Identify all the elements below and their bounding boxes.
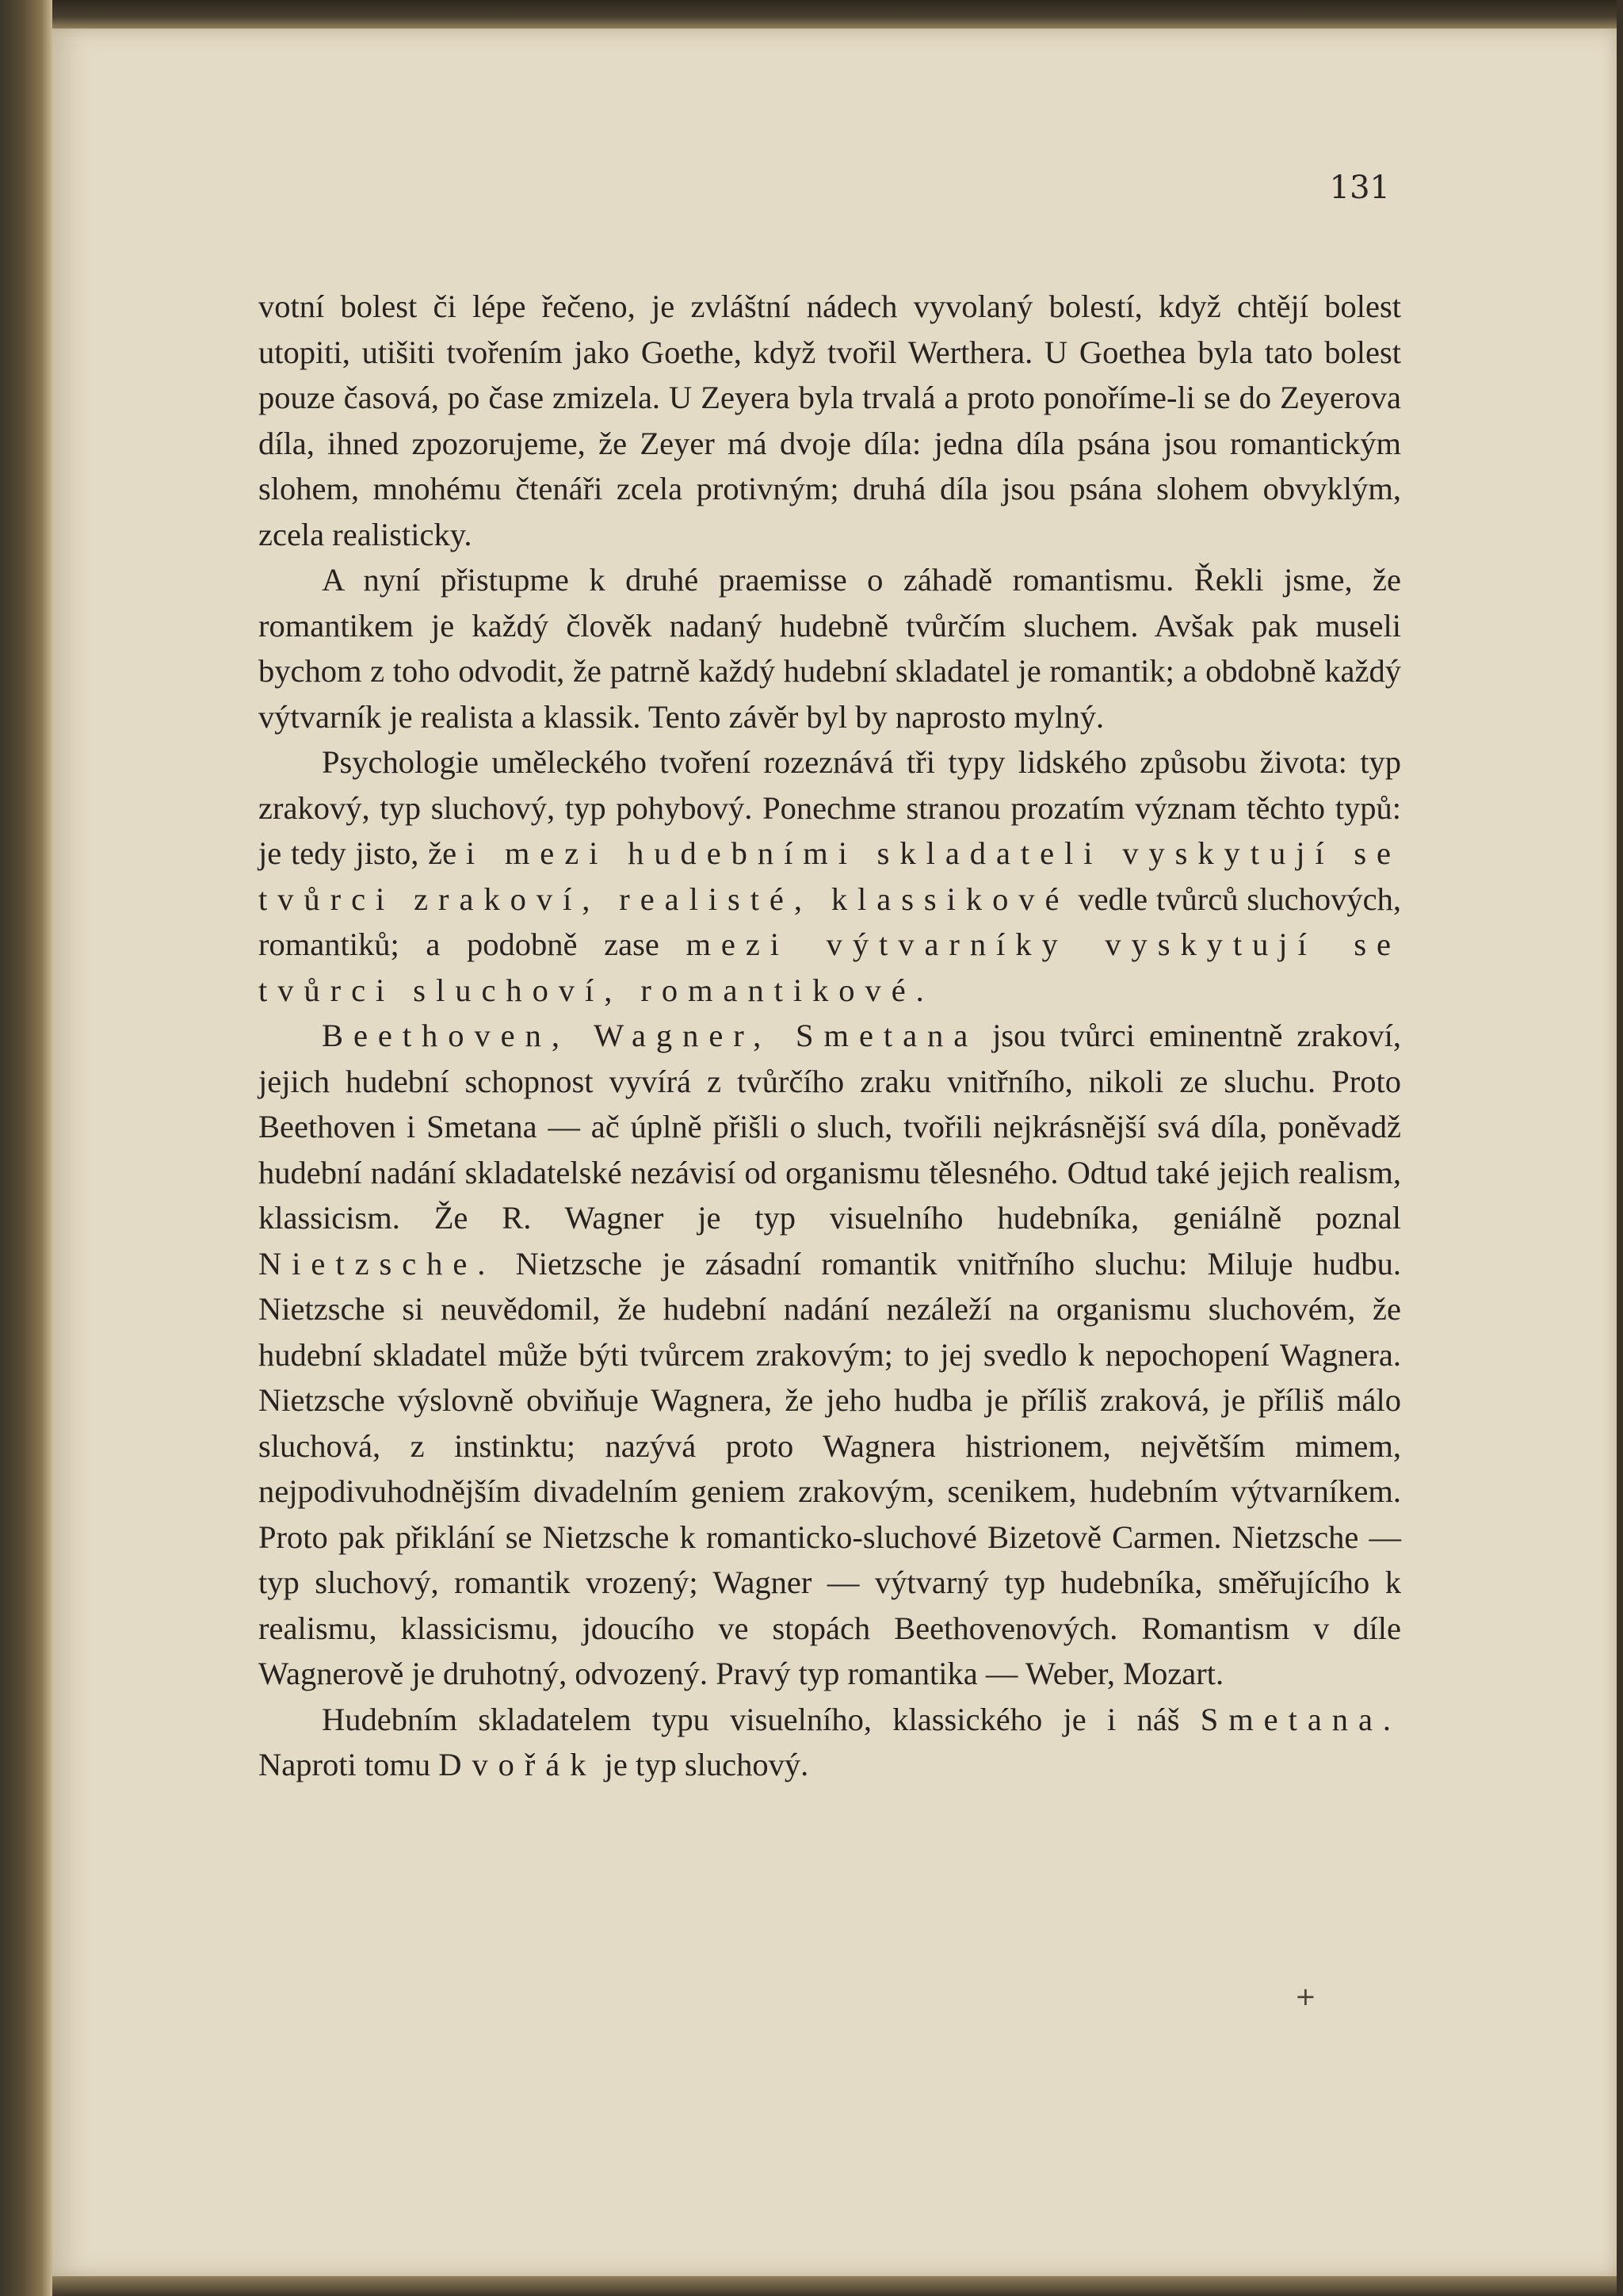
spaced-emphasis-text: Nietzsche. <box>258 1245 496 1282</box>
paragraph <box>258 739 1401 1013</box>
spaced-emphasis-text: Smetana. <box>1200 1701 1401 1737</box>
book-binding-edge <box>0 0 52 2296</box>
scan-right-border <box>1617 0 1623 2296</box>
paragraph <box>258 284 1401 557</box>
book-page <box>52 29 1617 2276</box>
paragraph-text: Hudebním skladatelem typu visuelního, klassického je i náš <box>322 1701 1201 1737</box>
paragraph-text: votní bolest či lépe řečeno, je zvláštní nádech vyvolaný bolestí, když chtějí bolest utopiti, utišiti tvořením jako Goethe, když tvořil Werthera. U Goethea byla tato bolest pouze časová, po čase zmizela. U Zeyera byla trvalá a proto ponoříme-li se do Zeyerova díla, ihned zpozorujeme, že Zeyer má dvoje díla: jedna díla psána jsou romantickým slohem, mnohému čtenáři zcela protivným; druhá díla jsou psána slohem obvyklým, zcela realisticky. <box>258 288 1401 552</box>
spaced-emphasis-text: Beethoven, Wagner, Smetana <box>322 1018 979 1053</box>
paragraph-text: je typ sluchový. <box>596 1747 809 1782</box>
paragraph-text: vedle tvůrců sluchových, romantiků; a podobně zase <box>258 881 1401 962</box>
paragraph-text: Naproti tomu <box>258 1747 439 1782</box>
paragraph-text: Psychologie uměleckého tvoření rozeznává tři typy lidského způsobu života: typ zrakový, typ sluchový, typ pohybový. Ponechme stranou prozatím význam těchto typů: je tedy jisto, že <box>258 744 1401 871</box>
spaced-emphasis-text: mezi výtvarníky vyskytují se tvůrci sluchoví, romantikové. <box>258 926 1401 1008</box>
page-number: 131 <box>1329 170 1390 206</box>
body-text <box>258 284 1401 1788</box>
scan-bottom-border <box>52 2276 1617 2296</box>
paragraph <box>258 1013 1401 1697</box>
spaced-emphasis-text: Dvořák <box>438 1747 597 1782</box>
paragraph-text: Nietzsche je zásadní romantik vnitřního sluchu: Miluje hudbu. Nietzsche si neuvědomil, že hudební nadání nezáleží na organismu sluchovém, že hudební skladatel může býti tvůrcem zrakovým; to jej svedlo k nepochopení Wagnera. Nietzsche výslovně obviňuje Wagnera, že jeho hudba je příliš zraková, je příliš málo sluchová, z instinktu; nazývá proto Wagnera histrionem, největším mimem, nejpodivuhodnějším divadelním geniem zrakovým, scenikem, hudebním výtvarníkem. Proto pak přiklání se Nietzsche k romanticko-sluchové Bizetově Carmen. Nietzsche — typ sluchový, romantik vrozený; Wagner — výtvarný typ hudebníka, směřujícího k realismu, klassicismu, jdoucího ve stopách Beethovenových. Romantism v díle Wagnerově je druhotný, odvozený. Pravý typ romantika — Weber, Mozart. <box>258 1245 1401 1691</box>
paragraph-text: A nyní přistupme k druhé praemisse o záhadě romantismu. Řekli jsme, že romantikem je každý člověk nadaný hudebně tvůrčím sluchem. Avšak pak museli bychom z toho odvodit, že patrně každý hudební skladatel je romantik; a obdobně každý výtvarník je realista a klassik. Tento závěr byl by naprosto mylný. <box>258 562 1401 735</box>
spaced-emphasis-text: i mezi hudebními skladateli vyskytují se tvůrci zrakoví, realisté, klassikové <box>258 835 1401 917</box>
paragraph <box>258 1697 1401 1788</box>
paragraph <box>258 557 1401 739</box>
scan-top-border <box>52 0 1617 29</box>
paragraph-text: jsou tvůrci eminentně zrakoví, jejich hudební schopnost vyvírá z tvůrčího zraku vnitřního, nikoli ze sluchu. Proto Beethoven i Smetana — ač úplně přišli o sluch, tvořili nejkrásnější svá díla, poněvadž hudební nadání skladatelské nezávisí od organismu tělesného. Odtud také jejich realism, klassicism. Že R. Wagner je typ visuelního hudebníka, geniálně poznal <box>258 1018 1401 1236</box>
ornament-mark: + <box>1295 1981 1316 2011</box>
